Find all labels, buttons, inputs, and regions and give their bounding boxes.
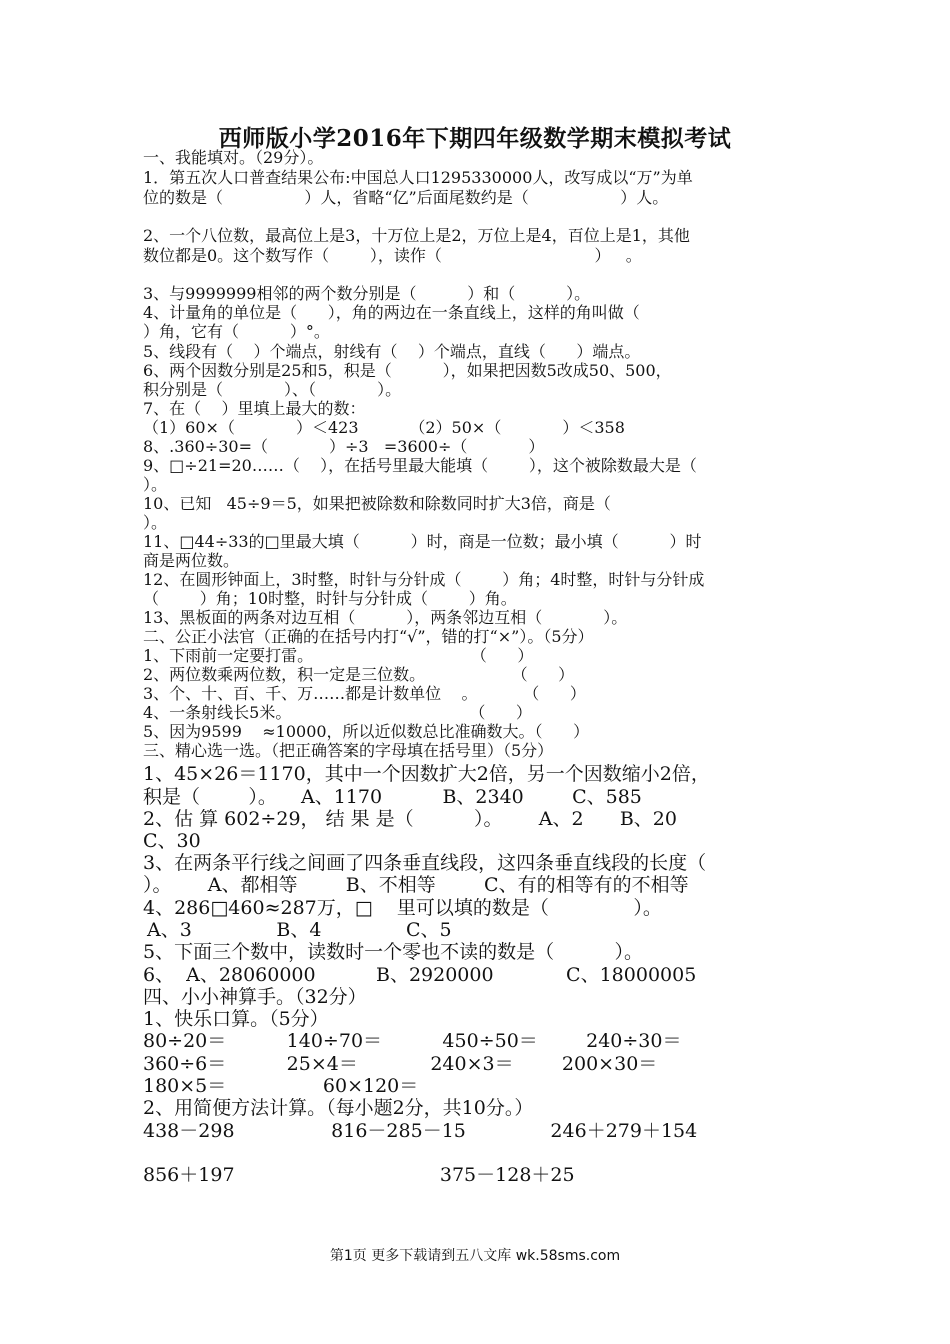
question-line: 5、线段有（ ）个端点，射线有（ ）个端点，直线（ ）端点。 (143, 342, 641, 361)
question-line: 8、.360÷30=（ ）÷3 =3600÷（ ） (143, 437, 545, 456)
page-footer: 第1页 更多下载请到五八文库 wk.58sms.com (329, 1248, 621, 1264)
question-line: 360÷6＝ 25×4＝ 240×3＝ 200×30＝ (143, 1053, 658, 1075)
question-line: C、30 (143, 830, 201, 852)
question-line: 5、因为9599 ≈10000，所以近似数总比准确数大。（ ） (143, 722, 590, 741)
question-line: 积是（ ）。 A、1170 B、2340 C、585 (143, 786, 642, 808)
question-line: 3、个、十、百、千、万……都是计数单位 。 （ ） (143, 684, 586, 703)
exam-title: 西师版小学2016年下期四年级数学期末模拟考试 (218, 125, 732, 152)
question-line: 6、两个因数分别是25和5，积是（ ），如果把因数5改成50、500， (143, 361, 672, 380)
question-line: 商是两位数。 (143, 551, 240, 570)
section-1-heading: 一、我能填对。（29分）。 (143, 148, 324, 167)
question-line: 积分别是（ ）、（ ）。 (143, 380, 402, 399)
question-line: 856＋197 375－128＋25 (143, 1164, 575, 1186)
question-line: 12、在圆形钟面上，3时整，时针与分针成（ ）角；4时整，时针与分针成 (143, 570, 705, 589)
question-line: 11、□44÷33的□里最大填（ ）时，商是一位数；最小填（ ）时 (143, 532, 702, 551)
question-line: 2、用简便方法计算。（每小题2分，共10分。） (143, 1097, 534, 1119)
question-line: 1、45×26＝1170，其中一个因数扩大2倍，另一个因数缩小2倍， (143, 763, 710, 785)
question-line: 6、 A、28060000 B、2920000 C、18000005 (143, 964, 697, 986)
question-line: 1、快乐口算。（5分） (143, 1008, 329, 1030)
question-line: 2、一个八位数，最高位上是3，十万位上是2，万位上是4，百位上是1，其他 (143, 226, 690, 245)
question-line: ）。 (143, 475, 168, 494)
question-line: 3、在两条平行线之间画了四条垂直线段，这四条垂直线段的长度（ (143, 852, 707, 874)
question-line: （1）60×（ ）＜423 （2）50×（ ）＜358 (143, 418, 625, 437)
question-line: ）。 A、都相等 B、不相等 C、有的相等有的不相等 (143, 874, 689, 896)
question-line: 4、一条射线长5米。 （ ） (143, 703, 532, 722)
question-line: 10、已知 45÷9＝5，如果把被除数和除数同时扩大3倍，商是（ (143, 494, 611, 513)
question-line: 7、在（ ）里填上最大的数： (143, 399, 366, 418)
question-line: （ ）角；10时整，时针与分针成（ ）角。 (143, 589, 517, 608)
question-line: 9、□÷21=20……（ ），在括号里最大能填（ ），这个被除数最大是（ (143, 456, 697, 475)
question-line: 5、下面三个数中，读数时一个零也不读的数是（ ）。 (143, 941, 643, 963)
question-line: 2、估 算 602÷29， 结 果 是（ ）。 A、2 B、20 (143, 808, 677, 830)
question-line: A、3 B、4 C、5 (147, 919, 452, 941)
question-line: 位的数是（ ）人，省略“亿”后面尾数约是（ ）人。 (143, 188, 669, 207)
question-line: 438－298 816－285－15 246＋279＋154 (143, 1120, 698, 1142)
question-line: 2、两位数乘两位数，积一定是三位数。 （ ） (143, 665, 575, 684)
section-2-heading: 二、公正小法官（正确的在括号内打“√”，错的打“×”）。（5分） (143, 627, 594, 646)
question-line: 80÷20＝ 140÷70＝ 450÷50＝ 240÷30＝ (143, 1030, 682, 1052)
question-line: 1．第五次人口普查结果公布:中国总人口1295330000人，改写成以“万”为单 (143, 168, 693, 187)
question-line: 数位都是0。这个数写作（ ），读作（ ） 。 (143, 246, 642, 265)
section-4-heading: 四、小小神算手。（32分） (143, 986, 367, 1008)
question-line: 180×5＝ 60×120＝ (143, 1075, 419, 1097)
question-line: ）角，它有（ ）°。 (143, 322, 330, 341)
question-line: ）。 (143, 513, 168, 532)
question-line: 4、计量角的单位是（ ），角的两边在一条直线上，这样的角叫做（ (143, 303, 640, 322)
question-line: 3、与9999999相邻的两个数分别是（ ）和（ ）。 (143, 284, 591, 303)
question-line: 13、黑板面的两条对边互相（ ），两条邻边互相（ ）。 (143, 608, 628, 627)
section-3-heading: 三、精心选一选。（把正确答案的字母填在括号里）（5分） (143, 741, 554, 760)
question-line: 1、下雨前一定要打雷。 （ ） (143, 646, 534, 665)
question-line: 4、286□460≈287万，□ 里可以填的数是（ ）。 (143, 897, 662, 919)
